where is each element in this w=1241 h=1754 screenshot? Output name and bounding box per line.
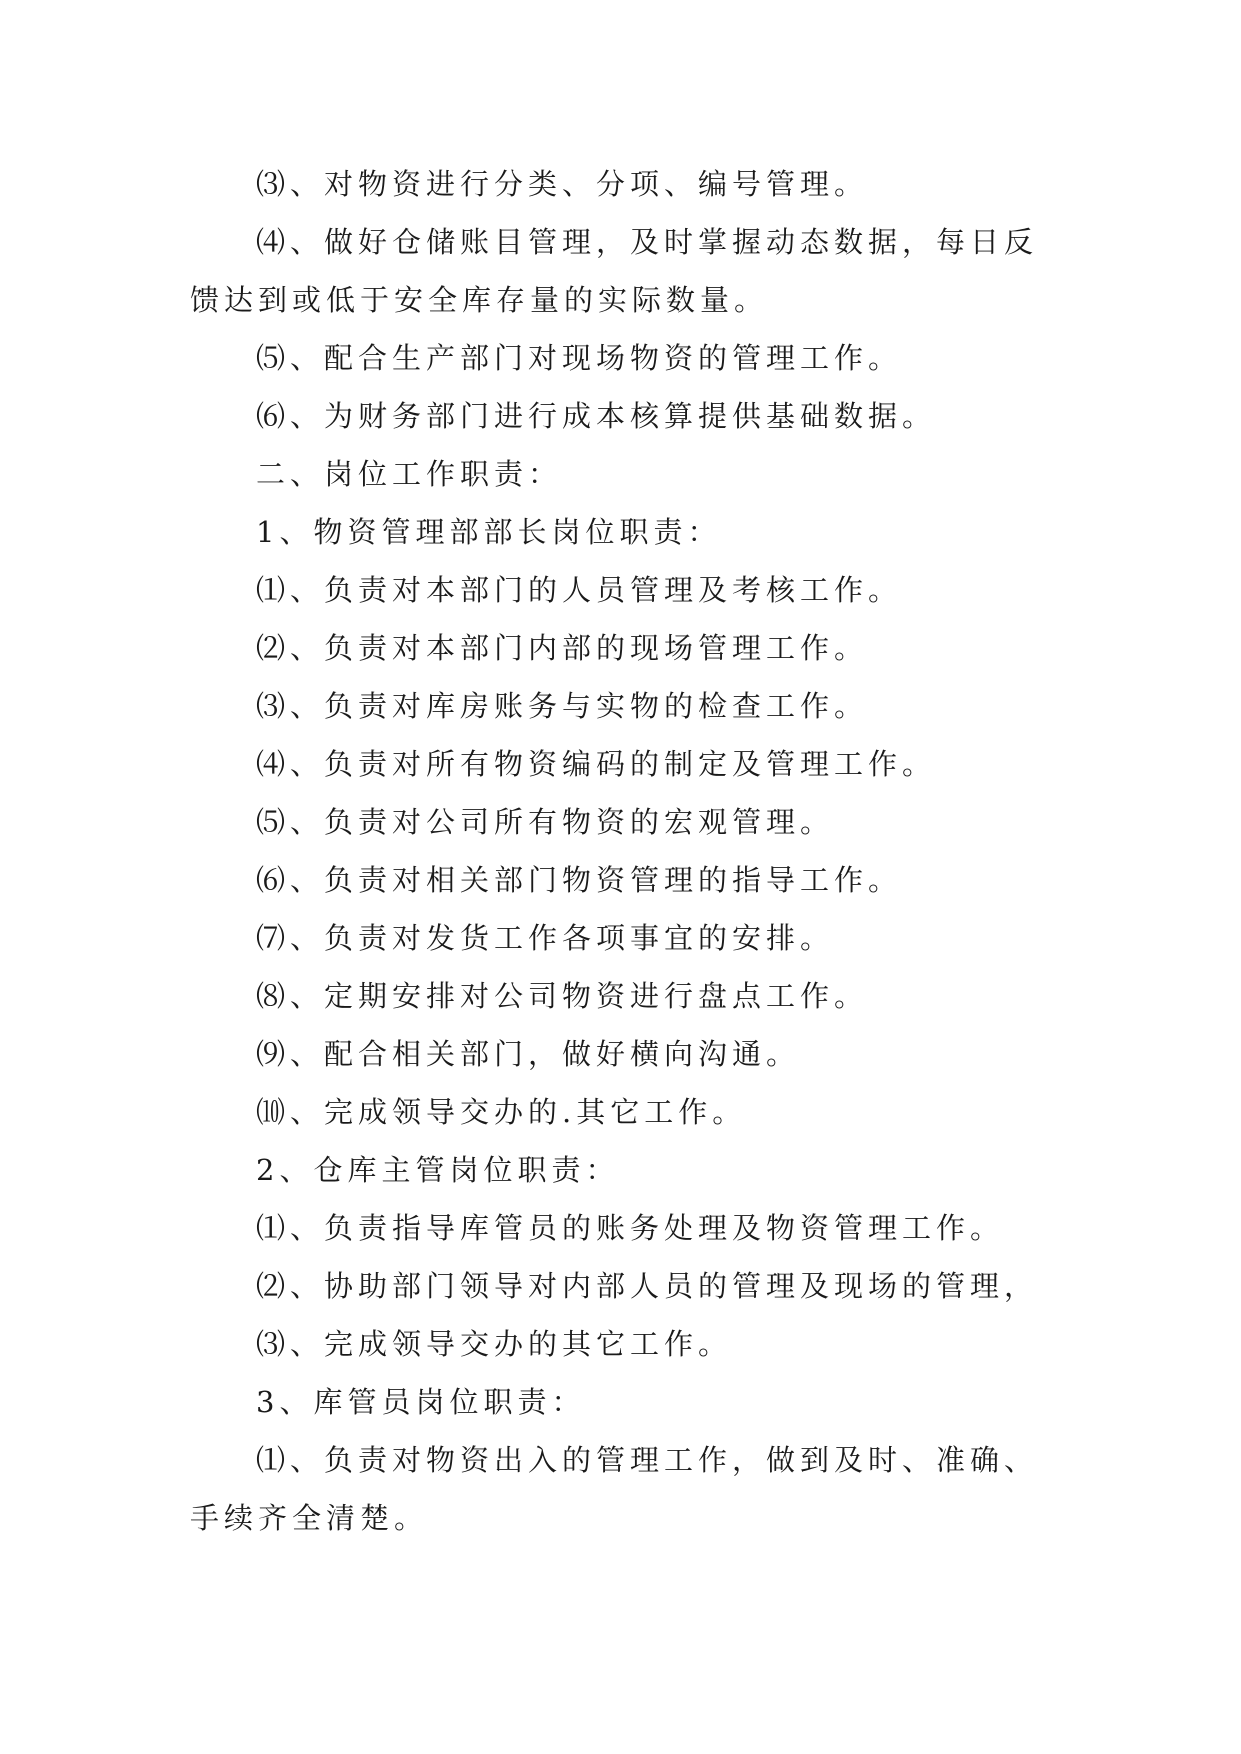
paragraph: ⑵、负责对本部门内部的现场管理工作。	[256, 631, 869, 665]
section-heading: 二、岗位工作职责：	[256, 457, 563, 491]
paragraph: ⑵、协助部门领导对内部人员的管理及现场的管理，	[256, 1269, 1039, 1303]
paragraph: ⑴、负责对本部门的人员管理及考核工作。	[256, 573, 903, 607]
subsection-heading: 2、仓库主管岗位职责：	[256, 1153, 620, 1187]
paragraph: ⑷、负责对所有物资编码的制定及管理工作。	[256, 747, 937, 781]
subsection-heading: 1、物资管理部部长岗位职责：	[256, 515, 722, 549]
paragraph: ⑷、做好仓储账目管理，及时掌握动态数据，每日反馈达到或低于安全库存量的实际数量。	[190, 225, 1039, 317]
document-body	[190, 155, 1060, 1547]
paragraph: ⑸、配合生产部门对现场物资的管理工作。	[256, 341, 903, 375]
paragraph: ⑸、负责对公司所有物资的宏观管理。	[256, 805, 835, 839]
paragraph: ⑺、负责对发货工作各项事宜的安排。	[256, 921, 835, 955]
paragraph: ⑶、完成领导交办的其它工作。	[256, 1327, 733, 1361]
paragraph: ⑻、定期安排对公司物资进行盘点工作。	[256, 979, 869, 1013]
paragraph: ⑴、负责对物资出入的管理工作，做到及时、准确、手续齐全清楚。	[190, 1443, 1039, 1535]
paragraph: ⑽、完成领导交办的.其它工作。	[256, 1095, 747, 1129]
subsection-heading: 3、库管员岗位职责：	[256, 1385, 586, 1419]
paragraph: ⑹、负责对相关部门物资管理的指导工作。	[256, 863, 903, 897]
paragraph: ⑶、负责对库房账务与实物的检查工作。	[256, 689, 869, 723]
paragraph: ⑴、负责指导库管员的账务处理及物资管理工作。	[256, 1211, 1005, 1245]
paragraph: ⑶、对物资进行分类、分项、编号管理。	[256, 167, 869, 201]
paragraph: ⑼、配合相关部门，做好横向沟通。	[256, 1037, 801, 1071]
paragraph: ⑹、为财务部门进行成本核算提供基础数据。	[256, 399, 937, 433]
